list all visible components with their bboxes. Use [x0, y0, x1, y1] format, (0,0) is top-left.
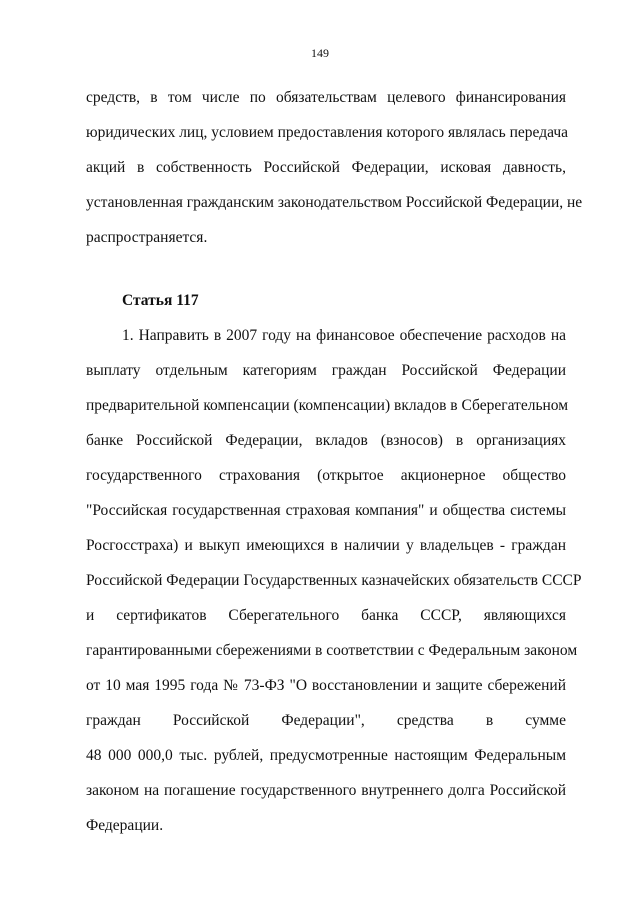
text-line: Росгосстраха) и выкуп имеющихся в наличии у владельцев - граждан	[86, 537, 566, 554]
text-line: выплату отдельным категориям граждан Российской Федерации	[86, 362, 566, 379]
text-line: 1. Направить в 2007 году на финансовое обеспечение расходов на	[122, 327, 566, 344]
text-line: юридических лиц, условием предоставления которого являлась передача	[86, 124, 569, 141]
page-number: 149	[311, 46, 329, 60]
text-line: банке Российской Федерации, вкладов (взносов) в организациях	[86, 432, 566, 449]
text-line: законом на погашение государственного внутреннего долга Российской	[86, 782, 566, 799]
text-line: акций в собственность Российской Федерации, исковая давность,	[86, 159, 566, 176]
text-line: установленная гражданским законодательством Российской Федерации, не	[86, 194, 583, 211]
text-line: предварительной компенсации (компенсации) вкладов в Сберегательном	[86, 397, 569, 414]
text-line: 48 000 000,0 тыс. рублей, предусмотренные настоящим Федеральным	[86, 747, 566, 764]
article-heading: Статья 117	[122, 292, 199, 309]
text-line: от 10 мая 1995 года № 73-ФЗ "О восстановлении и защите сбережений	[86, 677, 566, 694]
text-line: Российской Федерации Государственных казначейских обязательств СССР	[86, 572, 582, 589]
text-line: государственного страхования (открытое акционерное общество	[86, 467, 566, 484]
text-line: "Российская государственная страховая компания" и общества системы	[86, 502, 566, 519]
text-line: гарантированными сбережениями в соответствии с Федеральным законом	[86, 642, 578, 659]
text-line: Федерации.	[86, 817, 164, 834]
text-line: распространяется.	[86, 229, 208, 246]
text-line: граждан Российской Федерации", средства в сумме	[86, 712, 566, 729]
text-line: средств, в том числе по обязательствам целевого финансирования	[86, 89, 566, 106]
text-line: и сертификатов Сберегательного банка СССР, являющихся	[86, 607, 566, 624]
